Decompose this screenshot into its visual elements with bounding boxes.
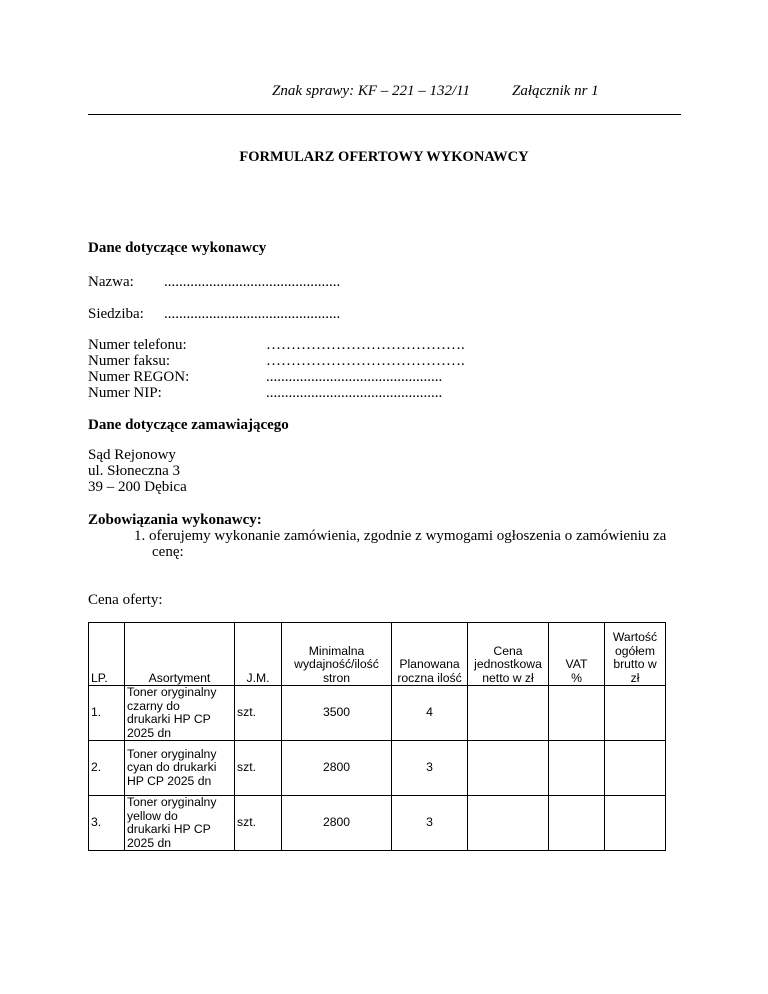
obligation-item-1-cont: cenę:	[152, 544, 184, 560]
row-unit-price-field[interactable]	[468, 686, 549, 741]
row-vat-field[interactable]	[549, 796, 605, 851]
col-unit: J.M.	[235, 623, 282, 686]
table-header-row	[89, 623, 666, 686]
seat-field[interactable]: ...............................................	[164, 306, 341, 322]
offer-table	[88, 622, 666, 851]
row-unit: szt.	[235, 796, 282, 851]
nip-label: Numer NIP:	[88, 385, 162, 401]
regon-field[interactable]: ...............................................	[266, 369, 443, 385]
regon-label: Numer REGON:	[88, 369, 190, 385]
row-item: Toner oryginalny yellow do drukarki HP CP 2025 dn	[125, 796, 235, 851]
row-item: Toner oryginalny czarny do drukarki HP CP 2025 dn	[125, 686, 235, 741]
nip-field[interactable]: ...............................................	[266, 385, 443, 401]
col-total: Wartość ogółem brutto w zł	[605, 623, 666, 686]
row-lp: 1.	[89, 686, 125, 741]
row-unit-price-field[interactable]	[468, 796, 549, 851]
table-row	[89, 741, 666, 796]
contractor-heading: Dane dotyczące wykonawcy	[88, 240, 267, 256]
row-vat-field[interactable]	[549, 741, 605, 796]
col-planned: Planowana roczna ilość	[392, 623, 468, 686]
name-field[interactable]: ...............................................	[164, 274, 341, 290]
row-min-yield: 3500	[282, 686, 392, 741]
phone-field[interactable]: ………………………………….	[266, 337, 465, 353]
row-planned: 3	[392, 741, 468, 796]
table-row	[89, 796, 666, 851]
case-reference: Znak sprawy: KF – 221 – 132/11	[272, 83, 471, 99]
col-unit-price: Cena jednostkowa netto w zł	[468, 623, 549, 686]
col-vat: VAT %	[549, 623, 605, 686]
col-item: Asortyment	[125, 623, 235, 686]
row-unit: szt.	[235, 741, 282, 796]
row-total-field[interactable]	[605, 686, 666, 741]
row-lp: 2.	[89, 741, 125, 796]
page-title: FORMULARZ OFERTOWY WYKONAWCY	[239, 149, 529, 165]
phone-label: Numer telefonu:	[88, 337, 187, 353]
fax-field[interactable]: ………………………………….	[266, 353, 465, 369]
orderer-line-3: 39 – 200 Dębica	[88, 479, 187, 495]
row-total-field[interactable]	[605, 796, 666, 851]
row-planned: 3	[392, 796, 468, 851]
row-lp: 3.	[89, 796, 125, 851]
row-min-yield: 2800	[282, 796, 392, 851]
row-unit-price-field[interactable]	[468, 741, 549, 796]
fax-label: Numer faksu:	[88, 353, 171, 369]
price-label: Cena oferty:	[88, 592, 163, 608]
orderer-heading: Dane dotyczące zamawiającego	[88, 417, 289, 433]
orderer-line-1: Sąd Rejonowy	[88, 447, 176, 463]
attachment-label: Załącznik nr 1	[512, 83, 599, 99]
row-vat-field[interactable]	[549, 686, 605, 741]
seat-label: Siedziba:	[88, 306, 144, 322]
header-divider	[88, 114, 681, 115]
table-row	[89, 686, 666, 741]
row-total-field[interactable]	[605, 741, 666, 796]
row-min-yield: 2800	[282, 741, 392, 796]
row-unit: szt.	[235, 686, 282, 741]
col-lp: LP.	[89, 623, 125, 686]
col-min-yield: Minimalna wydajność/ilość stron	[282, 623, 392, 686]
row-item: Toner oryginalny cyan do drukarki HP CP 2025 dn	[125, 741, 235, 796]
obligations-heading: Zobowiązania wykonawcy:	[88, 512, 262, 528]
obligation-item-1: 1. oferujemy wykonanie zamówienia, zgodnie z wymogami ogłoszenia o zamówieniu za	[134, 528, 667, 544]
row-planned: 4	[392, 686, 468, 741]
orderer-line-2: ul. Słoneczna 3	[88, 463, 181, 479]
name-label: Nazwa:	[88, 274, 134, 290]
